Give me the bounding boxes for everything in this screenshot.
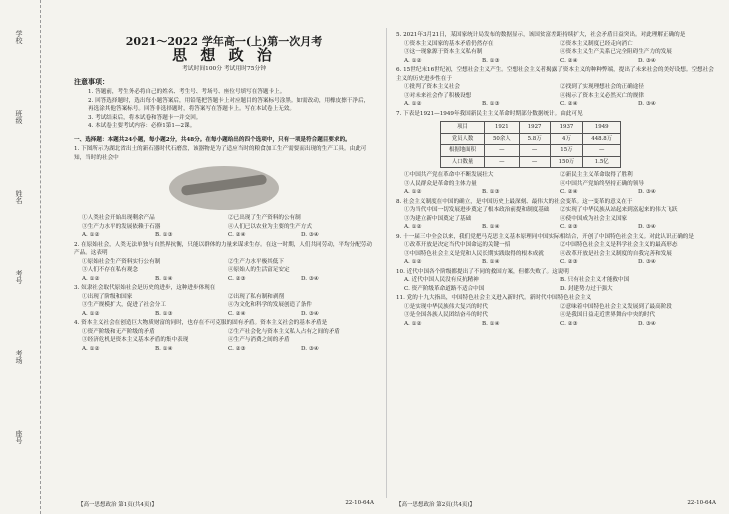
answer-choices: [74, 275, 374, 284]
answer-choice: C. ②③: [560, 259, 578, 265]
answer-choice: A. ①②: [82, 275, 100, 282]
binding-label: 座号: [15, 430, 23, 444]
answer-choices: [74, 231, 374, 240]
option-list: [396, 276, 716, 293]
answer-choice: C. ②④: [560, 57, 578, 64]
answer-choice: D. ③④: [301, 345, 319, 352]
answer-choice: C. ②③: [228, 345, 246, 352]
answer-choice: C. ②④: [228, 310, 246, 317]
option-item: ④使中国成为社会主义国家: [560, 215, 628, 222]
table-cell: 党员人数: [441, 133, 485, 145]
question-list-right: [396, 31, 716, 328]
answer-choice: C. ②④: [560, 189, 578, 195]
answer-choice: C. ②③: [560, 224, 578, 230]
answer-choice: B. ①③: [155, 232, 173, 238]
question-stem: 4. 资本主义社会在创造巨大物质财富的同时，也存在不可克服的固有矛盾。资本主义社会的基本矛盾是: [74, 320, 328, 326]
answer-choice: D. ③④: [638, 101, 656, 107]
answer-choice: C. ②③: [228, 275, 246, 282]
option-list: [74, 293, 374, 310]
table-cell: 人口数量: [441, 156, 485, 168]
answer-choice: D. ③④: [301, 310, 319, 317]
option-list: [396, 303, 716, 320]
footer-code: 22-10-64A: [345, 500, 374, 506]
table-cell: 448.8万: [583, 133, 621, 145]
answer-choice: D. ③④: [638, 189, 656, 195]
answer-choice: A. ①②: [404, 320, 422, 327]
answer-choice: B. ①③: [482, 189, 500, 195]
binding-label: 考号: [15, 270, 23, 284]
option-item: ③中国特色社会主义是党和人民长期实践取得的根本成就: [404, 250, 544, 257]
option-item: ②生产社会化与资本主义私人占有之间的矛盾: [228, 328, 340, 335]
note-item: 2. 回答选择题时，选出每小题答案后，用铅笔把答题卡上对应题目的答案标号涂黑。如需改动，用橡皮擦干净后，再选涂其他答案标号。回答非选择题时，将答案写在答题卡上。写在本试卷上无效。: [88, 97, 370, 112]
option-list: [74, 214, 374, 231]
table-cell: —: [583, 145, 621, 157]
answer-choices: [396, 258, 716, 267]
option-list: [74, 328, 374, 345]
right-page: [396, 30, 716, 328]
table-header-cell: 1937: [550, 122, 583, 134]
option-item: ②已出现了生产资料的公有制: [228, 215, 301, 221]
option-item: ④原始人的生活富足安定: [228, 267, 290, 273]
answer-choices: [396, 100, 716, 109]
stone-mill-figure: [169, 166, 279, 210]
option-item: ④资本主义生产关系已完全阻碍生产力的发展: [560, 49, 672, 55]
answer-choice: A. ①②: [82, 310, 100, 317]
answer-choice: A. ①②: [404, 259, 422, 265]
option-item: A. 近代中国人民没有反抗精神: [404, 277, 479, 283]
table-cell: —: [484, 145, 519, 157]
answer-choice: C. ②③: [560, 320, 578, 327]
grinding-stone: [181, 174, 268, 196]
answer-choice: D. ③④: [638, 57, 656, 64]
binding-margin: [0, 0, 41, 514]
option-item: ②意味着中国特色社会主义发展到了最高阶段: [560, 303, 672, 310]
option-item: ②找到了实现理想社会的正确途径: [560, 84, 644, 90]
answer-choices: [396, 57, 716, 66]
question-stem: 8. 社会主义制度在中国的确立，是中国历史上最深刻、最伟大的社会变革。这一变革的意义在于: [396, 198, 633, 205]
option-item: ④中国共产党始终坚持正确的领导: [560, 180, 644, 187]
option-item: ①人类社会开始出现剩余产品: [82, 215, 155, 221]
option-item: D. 封建势力过于强大: [560, 285, 613, 292]
left-page: [74, 30, 374, 353]
footer-code: 22-10-64A: [687, 500, 716, 506]
option-item: ③生产规模扩大，促进了社会分工: [82, 302, 166, 308]
note-item: 4. 本试卷主要考试内容：必修1第1—2课。: [88, 123, 196, 129]
answer-choice: D. ③④: [638, 224, 656, 230]
option-item: ③经济危机是资本主义基本矛盾的集中表现: [82, 337, 189, 343]
table-header-cell: 1921: [484, 122, 519, 134]
table-cell: 根据地面积: [441, 145, 485, 157]
answer-choice: C. ②④: [228, 232, 246, 238]
table-header-cell: 1949: [583, 122, 621, 134]
table-row: [441, 145, 621, 157]
answer-choice: B. ①④: [155, 345, 173, 352]
exam-title: 2021～2022 学年高一(上)第一次月考: [125, 35, 323, 48]
option-list: [396, 171, 716, 188]
section-heading: 一、选择题：本题共24小题，每小题2分，共48分。在每小题给出的四个选项中，只有一项是符合题目要求的。: [74, 136, 351, 143]
option-item: ②出现了私有制和剥削: [228, 293, 284, 300]
option-item: ③生产力水平的发展依赖于石器: [82, 223, 161, 230]
table-cell: —: [519, 156, 550, 168]
option-item: ①中国共产党在革命中不断发展壮大: [404, 172, 494, 178]
answer-choice: B. ①③: [482, 57, 500, 64]
answer-choice: B. ①④: [155, 275, 173, 282]
binding-label: 班级: [15, 110, 23, 124]
table-cell: 15万: [550, 145, 583, 157]
answer-choice: A. ①②: [82, 232, 100, 238]
footer-page-label: 【高一思想政治 第2页(共4页)】: [396, 502, 476, 508]
question-stem: 6. 15世纪末16世纪初，空想社会主义产生。空想社会主义者揭露了资本主义的种种弊端，提出了未来社会的美好设想。空想社会主义的历史进步性在于: [396, 67, 714, 82]
answer-choice: A. ①②: [404, 101, 422, 107]
answer-choices: [396, 223, 716, 232]
note-item: 3. 考试结束后，将本试卷和答题卡一并交回。: [88, 114, 202, 121]
option-item: ①出现了阶级和国家: [82, 293, 133, 300]
answer-choice: A. ①②: [404, 189, 422, 195]
answer-choice: C. ②④: [560, 101, 578, 107]
option-item: ④人们已以农业为主要的生产方式: [228, 223, 312, 230]
option-item: ①改革开放是决定当代中国命运的关键一招: [404, 242, 511, 248]
option-list: [396, 83, 716, 100]
option-item: ③是全国各族人民团结奋斗的时代: [404, 312, 488, 318]
answer-choice: B. ①④: [482, 320, 500, 327]
answer-choice: B. ①③: [482, 101, 500, 107]
option-item: ①资本主义国家的基本矛盾仍然存在: [404, 40, 494, 47]
question-stem: 11. 党的十九大指出，中国特色社会主义进入新时代。新时代中国特色社会主义: [396, 295, 592, 301]
option-item: ①为当代中国一切发展进步奠定了根本政治前提和制度基础: [404, 207, 550, 213]
question-stem: 10. 近代中国各个阶级都提出了不同的救国方案，但都失败了。这说明: [396, 268, 569, 275]
subject-title: 思 想 政 治: [172, 45, 276, 64]
answer-choice: B. ①④: [482, 259, 500, 265]
table-row: [441, 133, 621, 145]
answer-choice: B. ①③: [155, 310, 173, 317]
option-item: ④是我国日益走近世界舞台中央的时代: [560, 312, 656, 318]
option-item: C. 资产阶级革命道路不适合中国: [404, 285, 485, 292]
option-item: ②中国特色社会主义是科学社会主义的最高形态: [560, 242, 678, 248]
question-stem: 1. 下图所示为湖北省出土的新石器时代石磨盘，该器物是为了适应当时的粮食加工生产需要而出现的生产工具。由此可知，当时的社会中: [74, 146, 367, 161]
footer-left: [78, 500, 374, 508]
footer-page-label: 【高一思想政治 第1页(共4页)】: [78, 502, 158, 508]
data-table: [440, 121, 621, 168]
table-row: [441, 156, 621, 168]
question-stem: 9. 十一届三中全会以来，我们党把马克思主义基本原理同中国实际相结合，开创了中国特色社会主义。对此认识正确的是: [396, 233, 694, 240]
option-list: [396, 206, 716, 223]
page-divider: [386, 28, 387, 498]
question-stem: 2. 在原始社会，人类无法单独与自然界抗衡，只能以群体的力量来谋求生存。在这一时期，人们共同劳动，平均分配劳动产品。这表明: [74, 241, 372, 256]
notes-heading: 注意事项：: [74, 76, 109, 86]
binding-label: 考场: [15, 350, 23, 364]
question-stem: 5. 2021年3月21日，某国家统计局发布的数据显示，该国贫富差距持续扩大，社会矛盾日益突出。对此理解正确的是: [396, 32, 686, 38]
option-item: ①是实现中华民族伟大复兴的时代: [404, 303, 488, 310]
option-item: ①原始社会生产资料实行公有制: [82, 258, 161, 265]
table-header-cell: 项目: [441, 122, 485, 134]
footer-right: [396, 500, 716, 508]
option-item: ③人们不存在私有观念: [82, 267, 138, 273]
answer-choice: A. ①②: [82, 345, 100, 352]
table-header-row: [441, 122, 621, 134]
answer-choice: A. ①②: [404, 57, 422, 64]
table-cell: 50余人: [484, 133, 519, 145]
answer-choices: [396, 320, 716, 329]
answer-choices: [396, 188, 716, 197]
option-item: ①批判了资本主义社会: [404, 84, 460, 90]
binding-label: 姓名: [15, 190, 23, 204]
answer-choice: B. ①④: [482, 224, 500, 230]
table-header-cell: 1927: [519, 122, 550, 134]
option-list: [396, 40, 716, 57]
answer-choice: A. ①②: [404, 224, 422, 230]
table-cell: 150万: [550, 156, 583, 168]
option-item: B. 只有社会主义才能救中国: [560, 277, 630, 283]
option-item: ④揭示了资本主义必然灭亡的规律: [560, 92, 644, 99]
option-item: ③为建立新中国奠定了基础: [404, 215, 472, 222]
binding-label: 学校: [15, 30, 23, 44]
answer-choice: D. ③④: [638, 259, 656, 265]
option-item: ④生产与消费之间的矛盾: [228, 337, 290, 343]
option-item: ②生产力水平极其低下: [228, 258, 284, 265]
option-item: ④改革开放是社会主义制度的自我完善和发展: [560, 250, 672, 257]
table-cell: 1.5亿: [583, 156, 621, 168]
option-item: ④为文化和科学的发展创造了条件: [228, 302, 312, 308]
question-list-left: [74, 145, 374, 353]
option-item: ③这一现象源于资本主义私有制: [404, 49, 483, 55]
option-item: ①资产阶级和无产阶级的矛盾: [82, 328, 155, 335]
option-list: [396, 241, 716, 258]
answer-choice: D. ③④: [301, 275, 319, 282]
option-item: ③人民群众是革命的主体力量: [404, 180, 477, 187]
option-list: [74, 258, 374, 275]
answer-choices: [74, 345, 374, 354]
table-cell: 4万: [550, 133, 583, 145]
option-item: ③对未来社会作了积极设想: [404, 92, 472, 99]
table-cell: 5.8万: [519, 133, 550, 145]
answer-choices: [74, 310, 374, 319]
answer-choice: D. ③④: [301, 232, 319, 238]
option-item: ②资本主义制度已经走向消亡: [560, 40, 633, 47]
exam-info: 考试时间100分 考试用时75分钟: [181, 66, 267, 72]
option-item: ②新民主主义革命取得了胜利: [560, 172, 633, 178]
table-cell: —: [484, 156, 519, 168]
question-stem: 3. 奴隶社会取代原始社会是历史的进步，这种进步体现在: [74, 285, 216, 291]
note-item: 1. 答题前，考生务必将自己的姓名、考生号、考场号、座位号填写在答题卡上。: [88, 89, 286, 95]
answer-choice: D. ③④: [638, 320, 656, 327]
table-cell: —: [519, 145, 550, 157]
question-stem: 7. 下表是1921—1949年我国新民主主义革命时期部分数据统计。由此可见: [396, 110, 583, 117]
option-item: ②实现了中华民族从站起来到富起来的伟大飞跃: [560, 207, 678, 213]
